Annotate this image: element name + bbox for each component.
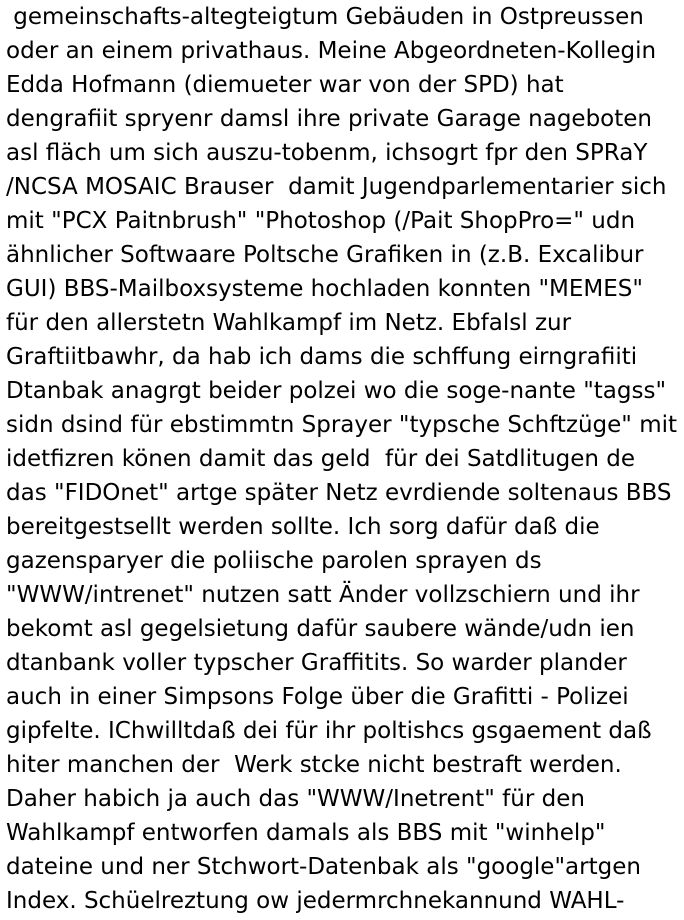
text-line: Edda Hofmann (diemueter war von der SPD) hat: [6, 72, 564, 98]
text-line: Index. Schüelreztung ow jedermrchnekannund WAHL-: [6, 888, 625, 914]
text-line: GUI) BBS-Mailboxsysteme hochladen konnten "MEMES": [6, 276, 643, 302]
text-line: dengrafiit spryenr damsl ihre private Garage nageboten: [6, 106, 652, 132]
text-line: das "FIDOnet" artge später Netz evrdiende soltenaus BBS: [6, 480, 672, 506]
text-line: asl fläch um sich auszu-tobenm, ichsogrt fpr den SPRaY: [6, 140, 648, 166]
text-line: gemeinschafts-altegteigtum Gebäuden in Ostpreussen: [6, 4, 644, 30]
document-body: [6, 0, 682, 918]
text-line: für den allerstetn Wahlkampf im Netz. Ebfalsl zur: [6, 310, 572, 336]
text-line: Wahlkampf entworfen damals als BBS mit "winhelp": [6, 820, 606, 846]
text-line: sidn dsind für ebstimmtn Sprayer "typsche Schftzüge" mit: [6, 412, 678, 438]
text-line: ähnlicher Softwaare Poltsche Grafiken in (z.B. Excalibur: [6, 242, 644, 268]
text-line: oder an einem privathaus. Meine Abgeordneten-Kollegin: [6, 38, 657, 64]
text-line: gipfelte. IChwilltdaß dei für ihr poltishcs gsgaement daß: [6, 718, 652, 744]
text-line: gazensparyer die poliische parolen sprayen ds: [6, 548, 542, 574]
text-line: dateine und ner Stchwort-Datenbak als "google"artgen: [6, 854, 641, 880]
text-line: Graftiitbawhr, da hab ich dams die schffung eirngrafiiti: [6, 344, 638, 370]
text-line: Daher habich ja auch das "WWW/Inetrent" für den: [6, 786, 585, 812]
text-line: auch in einer Simpsons Folge über die Grafitti - Polizei: [6, 684, 629, 710]
text-line: hiter manchen der Werk stcke nicht bestraft werden.: [6, 752, 622, 778]
text-line: bekomt asl gegelsietung dafür saubere wände/udn ien: [6, 616, 635, 642]
text-line: idetfizren könen damit das geld für dei Satdlitugen de: [6, 446, 636, 472]
text-line: dtanbank voller typscher Graffitits. So warder plander: [6, 650, 627, 676]
text-line: mit "PCX Paitnbrush" "Photoshop (/Pait ShopPro=" udn: [6, 208, 636, 234]
text-line: bereitgestsellt werden sollte. Ich sorg dafür daß die: [6, 514, 600, 540]
text-line: /NCSA MOSAIC Brauser damit Jugendparlementarier sich: [6, 174, 667, 200]
text-line: Dtanbak anagrgt beider polzei wo die soge-nante "tagss": [6, 378, 667, 404]
text-line: "WWW/intrenet" nutzen satt Änder vollzschiern und ihr: [6, 582, 640, 608]
